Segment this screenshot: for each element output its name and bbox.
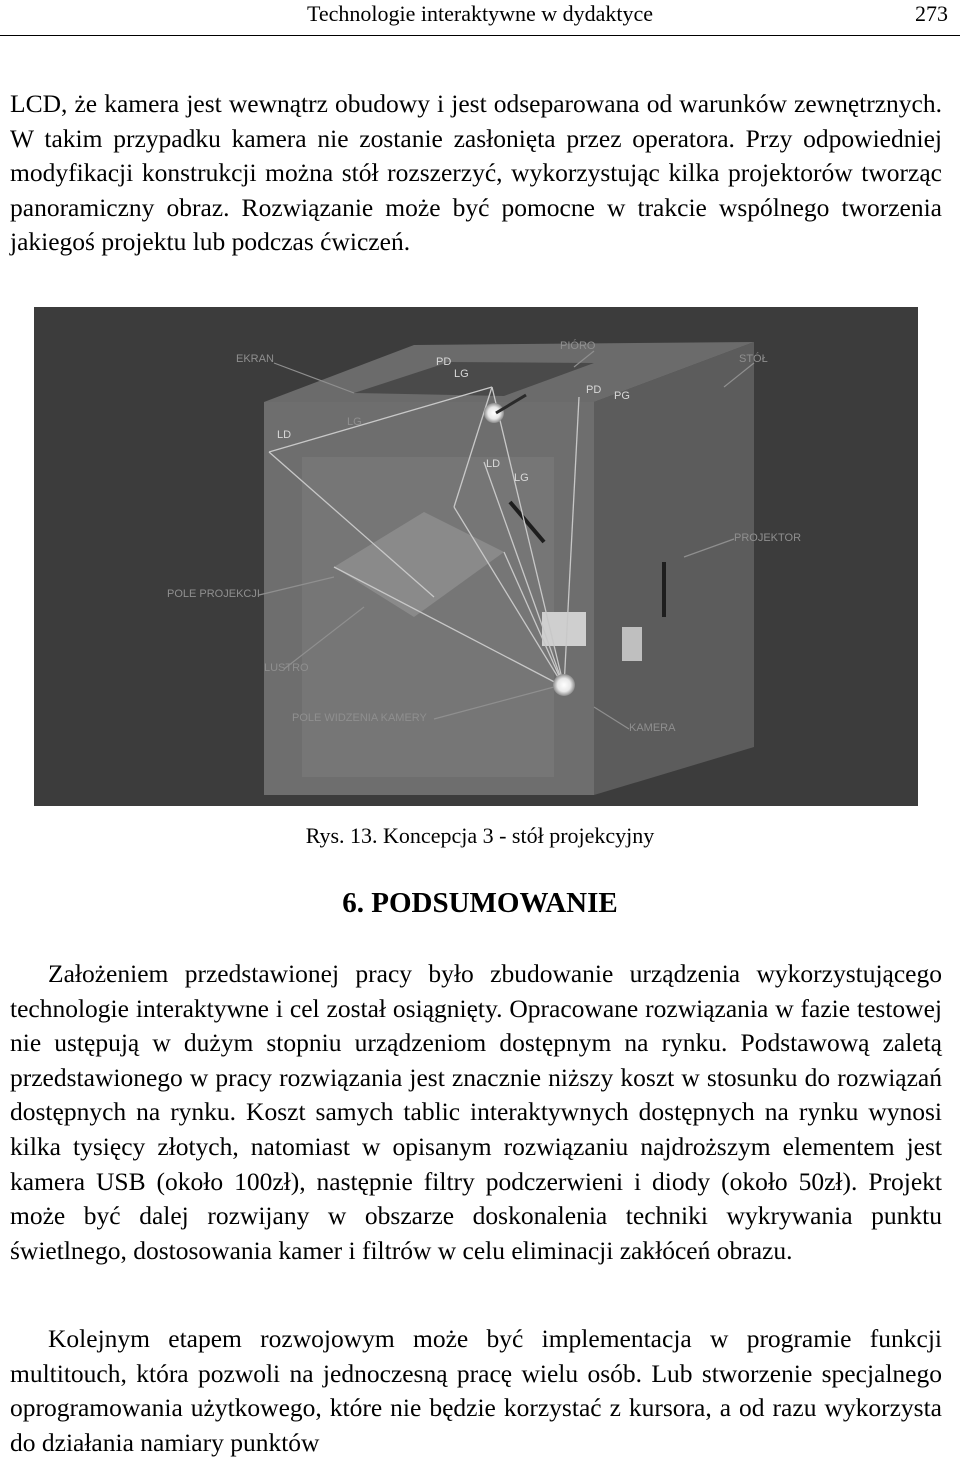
paragraph-summary-1: Założeniem przedstawionej pracy było zbudowanie urządzenia wykorzystującego technologie interaktywne i cel został osiągnięty. Opracowane rozwiązania w fazie testowej nie ustępują w dużym stopniu urządzeniom dostępnym na rynku. Podstawową zaletą przedstawionego w pracy rozwiązania jest znacznie niższy koszt w stosunku do rozwiązań dostępnych na rynku. Koszt samych tablic interaktywnych dostępnych na rynku wynosi kilka tysięcy złotych, natomiast w opisanym rozwiązaniu najdroższym elementem jest kamera USB (około 100zł), następnie filtry podczerwieni i diody (około 50zł). Projekt może być dalej rozwijany w obszarze doskonalenia techniki wykrywania punktu świetlnego, dostosowania kamer i filtrów w celu eliminacji zakłóceń obrazu. xyxy=(10,959,942,1265)
label-pg: PG xyxy=(614,390,630,402)
label-pioro: PIÓRO xyxy=(560,340,596,352)
projector xyxy=(542,612,586,646)
pen-light xyxy=(484,403,504,423)
label-stol: STÓŁ xyxy=(739,353,768,365)
figure-projection-table xyxy=(34,307,918,806)
figure-caption: Rys. 13. Koncepcja 3 - stół projekcyjny xyxy=(305,823,655,848)
section-heading: 6. PODSUMOWANIE xyxy=(342,887,618,919)
projection-table-diagram xyxy=(34,307,918,806)
paragraph-intro: LCD, że kamera jest wewnątrz obudowy i jest odseparowana od warunków zewnętrznych. W takim przypadku kamera nie zostanie zasłonięta przez operatora. Przy odpowiedniej modyfikacji konstrukcji można stół rozszerzyć, wykorzystując kilka projektorów tworząc panoramiczny obraz. Rozwiązanie może być pomocne w trakcie wspólnego tworzenia jakiegoś projektu lub podczas ćwiczeń. xyxy=(10,89,942,257)
paragraph-summary-2: Kolejnym etapem rozwojowym może być implementacja w programie funkcji multitouch, która pozwoli na jednoczesną pracę wielu osób. Lub stworzenie specjalnego oprogramowania użytkowego, które nie będzie korzystać z kursora, a od razu wykorzysta do działania namiary punktów xyxy=(10,1324,942,1457)
label-pole-widzenia-kamery: POLE WIDZENIA KAMERY xyxy=(292,712,427,724)
label-ld-1: LD xyxy=(277,429,292,441)
label-lg-3: LG xyxy=(514,472,529,484)
page-number: 273 xyxy=(915,1,948,26)
running-header-title: Technologie interaktywne w dydaktyce xyxy=(306,1,654,26)
label-lustro: LUSTRO xyxy=(264,662,309,674)
camera-sphere xyxy=(553,674,575,696)
label-ld-2: LD xyxy=(486,458,501,470)
label-pd-2: PD xyxy=(586,384,602,396)
box-front-inner xyxy=(302,457,554,777)
label-lg-1: LG xyxy=(454,368,469,380)
label-ekran: EKRAN xyxy=(236,353,274,365)
label-projektor: PROJEKTOR xyxy=(734,532,802,544)
label-lg-2: LG xyxy=(347,416,362,428)
label-pole-projekcji: POLE PROJEKCJI xyxy=(167,588,260,600)
label-pd-1: PD xyxy=(436,356,452,368)
running-header xyxy=(0,0,960,36)
camera-module xyxy=(622,627,642,661)
label-kamera: KAMERA xyxy=(629,722,676,734)
